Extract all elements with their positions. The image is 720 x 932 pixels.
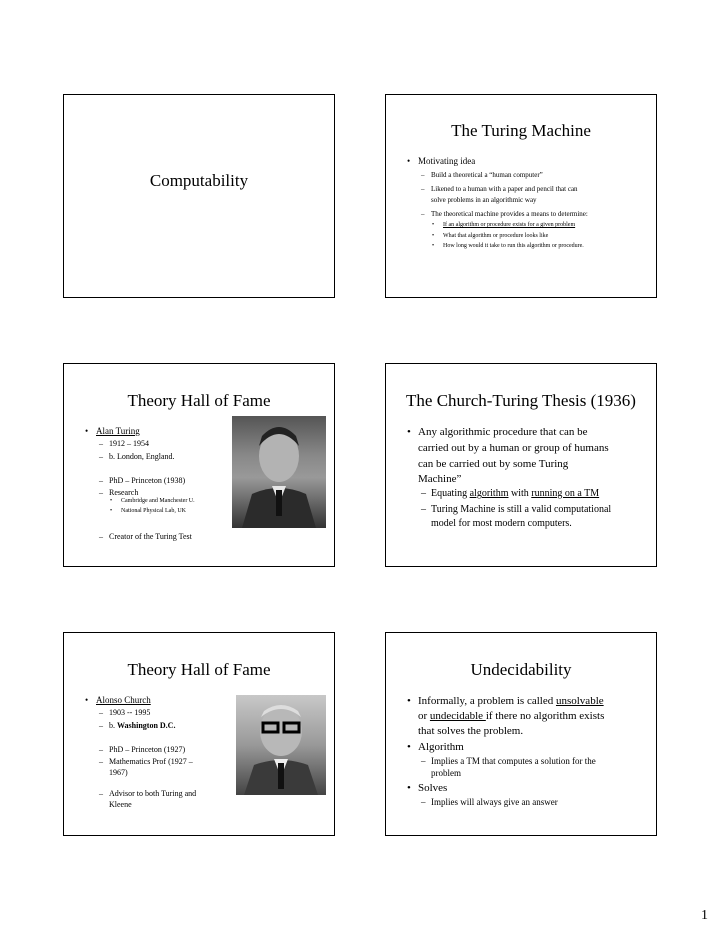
slide-title: Theory Hall of Fame (127, 391, 271, 410)
thesis-line: • Any algorithmic procedure that can be (418, 426, 588, 438)
term-unsolvable: unsolvable (555, 695, 604, 707)
bio-item: – Creator of the Turing Test (109, 532, 192, 541)
slide-2 (385, 94, 657, 298)
sub-bullet-cont: problem (431, 768, 461, 778)
slide-3 (63, 363, 335, 567)
slide-4 (385, 363, 657, 567)
portrait-illustration (232, 416, 326, 528)
bio-sub-item: • Cambridge and Manchester U. (121, 498, 195, 504)
bullet-algorithm: • Algorithm (418, 741, 464, 753)
text: b. (109, 721, 117, 730)
bullet-solves: • Solves (418, 782, 447, 794)
sub-bullet: – Implies a TM that computes a solution for the (431, 756, 596, 766)
thesis-sub (431, 488, 599, 499)
slide-1 (63, 94, 335, 298)
slide-title: Undecidability (470, 660, 572, 679)
bio-item: – Research (109, 488, 138, 497)
thesis-line: carried out by a human or group of humans (418, 442, 609, 454)
person-name: • Alonso Church (96, 695, 151, 705)
slide-title: Theory Hall of Fame (127, 660, 271, 679)
portrait-photo (236, 695, 326, 795)
portrait-illustration (236, 695, 326, 795)
bio-item: – b. London, England. (109, 452, 175, 461)
term-algorithm: algorithm (469, 488, 509, 499)
sub-sub-bullet: • How long would it take to run this algorithm or procedure. (443, 243, 584, 249)
text: if there no algorithm exists (485, 710, 605, 722)
slide-5 (63, 632, 335, 836)
bio-item: – PhD – Princeton (1938) (109, 476, 185, 485)
thesis-sub: – Turing Machine is still a valid computational (431, 504, 611, 515)
thesis-line: Machine” (418, 473, 462, 485)
thesis-sub-cont: model for most modern computers. (431, 518, 572, 529)
text: Equating (431, 488, 470, 499)
slide-6 (385, 632, 657, 836)
bio-item: – 1903 -- 1995 (109, 708, 150, 717)
bio-item (109, 721, 175, 730)
text: or (418, 710, 430, 722)
sub-sub-bullet: • What that algorithm or procedure looks like (443, 233, 548, 239)
bio-sub-item: • National Physical Lab, UK (121, 508, 186, 514)
sub-bullet: – The theoretical machine provides a means to determine: (431, 210, 588, 218)
term-undecidable: undecidable (429, 710, 486, 722)
bio-item-cont: 1967) (109, 768, 128, 777)
sub-bullet-cont: solve problems in an algorithmic way (431, 196, 537, 204)
portrait-photo (232, 416, 326, 528)
slide-title: The Church-Turing Thesis (1936) (406, 391, 636, 410)
text: with (508, 488, 532, 499)
thesis-line: can be carried out by some Turing (418, 458, 569, 470)
sub-sub-bullet: • If an algorithm or procedure exists for a given problem (443, 222, 575, 228)
sub-bullet: – Build a theoretical a “human computer” (431, 171, 543, 179)
text: Informally, a problem is called (418, 695, 556, 707)
definition-line (418, 695, 604, 707)
term-tm: running on a TM (531, 488, 600, 499)
bullet: • Motivating idea (418, 156, 475, 166)
slide-title: The Turing Machine (451, 121, 591, 140)
birthplace: Washington D.C. (117, 721, 176, 730)
page-number: 1 (701, 908, 708, 923)
bio-item: – Advisor to both Turing and (109, 789, 196, 798)
bio-item: – PhD – Princeton (1927) (109, 745, 185, 754)
definition-line: that solves the problem. (418, 725, 524, 737)
sub-bullet: – Implies will always give an answer (431, 797, 558, 807)
bio-item-cont: Kleene (109, 800, 132, 809)
definition-line (418, 710, 604, 722)
bio-item: – 1912 – 1954 (109, 439, 149, 448)
bio-item: – Mathematics Prof (1927 – (109, 757, 193, 766)
person-name: • Alan Turing (96, 426, 140, 436)
sub-bullet: – Likened to a human with a paper and pencil that can (431, 185, 578, 193)
slide-title: Computability (149, 171, 249, 190)
